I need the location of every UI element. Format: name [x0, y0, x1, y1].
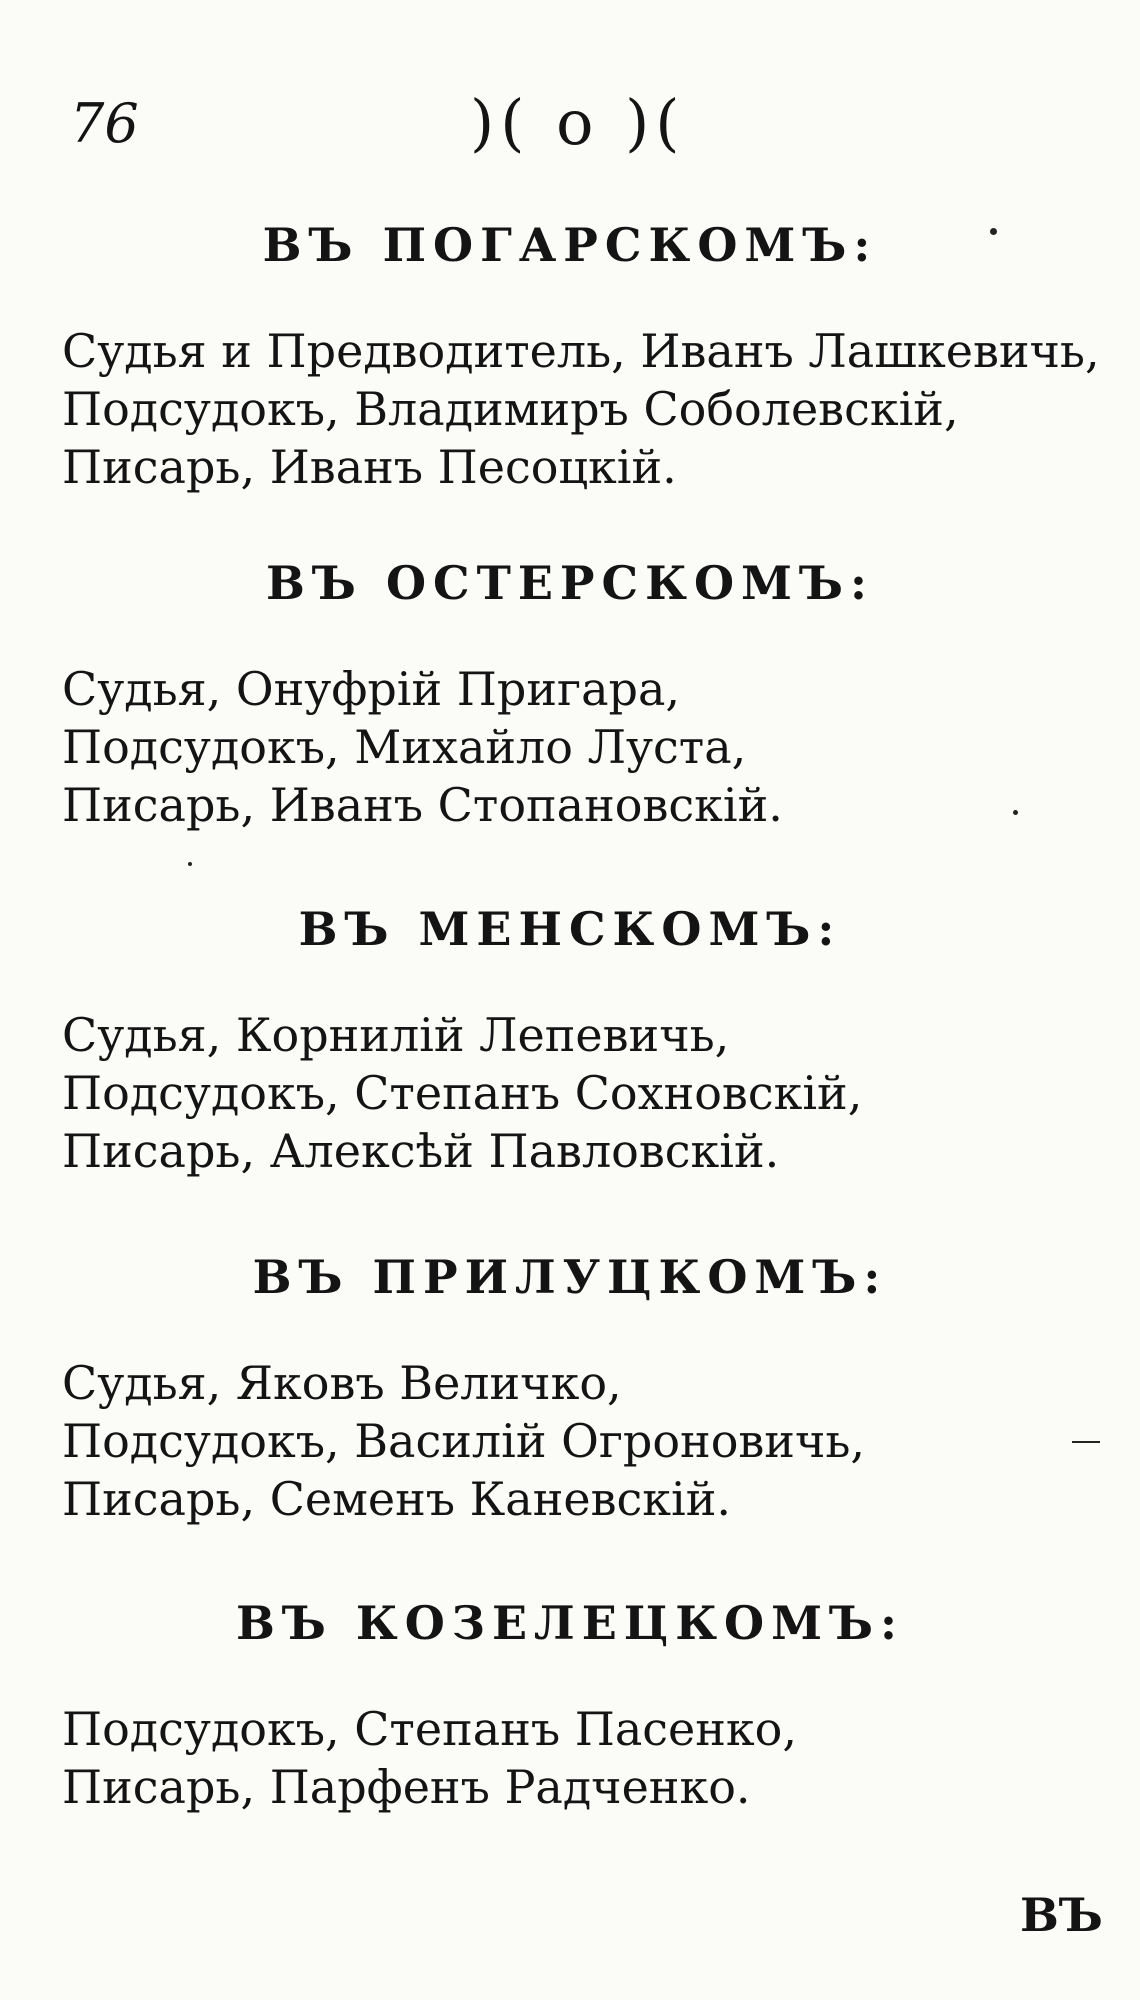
- entry-line: Подсудокъ, Михайло Луста,: [62, 720, 747, 774]
- ink-speck: [1072, 1441, 1100, 1443]
- entry-line: Судья и Предводитель, Иванъ Лашкевичь,: [62, 324, 1100, 378]
- section-heading: ВЪ ПРИЛУЦКОМЪ:: [252, 1250, 888, 1304]
- entry-line: Судья, Яковъ Величко,: [62, 1356, 622, 1410]
- section-menskom: [0, 902, 1140, 1180]
- section-prilutskom: [0, 1250, 1140, 1528]
- entry-line: Подсудокъ, Владимиръ Соболевскій,: [62, 382, 959, 436]
- section-kozeletskom: [0, 1596, 1140, 1816]
- section-heading: ВЪ КОЗЕЛЕЦКОМЪ:: [235, 1596, 905, 1650]
- entry-line: Подсудокъ, Василій Огроновичь,: [62, 1414, 866, 1468]
- entry-list: [0, 1354, 1140, 1528]
- entry-list: [0, 1700, 1140, 1816]
- section-heading: ВЪ ОСТЕРСКОМЪ:: [266, 556, 874, 610]
- entry-line: Писарь, Иванъ Стопановскій.: [62, 778, 783, 832]
- entry-list: [0, 322, 1140, 496]
- entry-line: Судья, Онуфрій Пригара,: [62, 662, 681, 716]
- entry-line: Подсудокъ, Степанъ Пасенко,: [62, 1702, 797, 1756]
- entry-line: Судья, Корнилій Лепевичь,: [62, 1008, 730, 1062]
- section-heading: ВЪ МЕНСКОМЪ:: [298, 902, 842, 956]
- ink-speck: [990, 228, 997, 235]
- entry-line: Подсудокъ, Степанъ Сохновскій,: [62, 1066, 863, 1120]
- ink-speck: [1013, 810, 1018, 815]
- catchword: ВЪ: [1020, 1888, 1103, 1942]
- header-ornament: )( o )(: [470, 86, 686, 159]
- entry-line: Писарь, Семенъ Каневскій.: [62, 1472, 731, 1526]
- entry-list: [0, 1006, 1140, 1180]
- section-heading: ВЪ ПОГАРСКОМЪ:: [262, 218, 878, 272]
- entry-line: Писарь, Алексѣй Павловскій.: [62, 1124, 780, 1178]
- entry-line: Писарь, Иванъ Песоцкій.: [62, 440, 677, 494]
- section-pogarskom: [0, 218, 1140, 496]
- section-osterskom: [0, 556, 1140, 834]
- entry-line: Писарь, Парфенъ Радченко.: [62, 1760, 751, 1814]
- entry-list: [0, 660, 1140, 834]
- page-number: 76: [70, 92, 139, 155]
- ink-speck: [188, 862, 192, 866]
